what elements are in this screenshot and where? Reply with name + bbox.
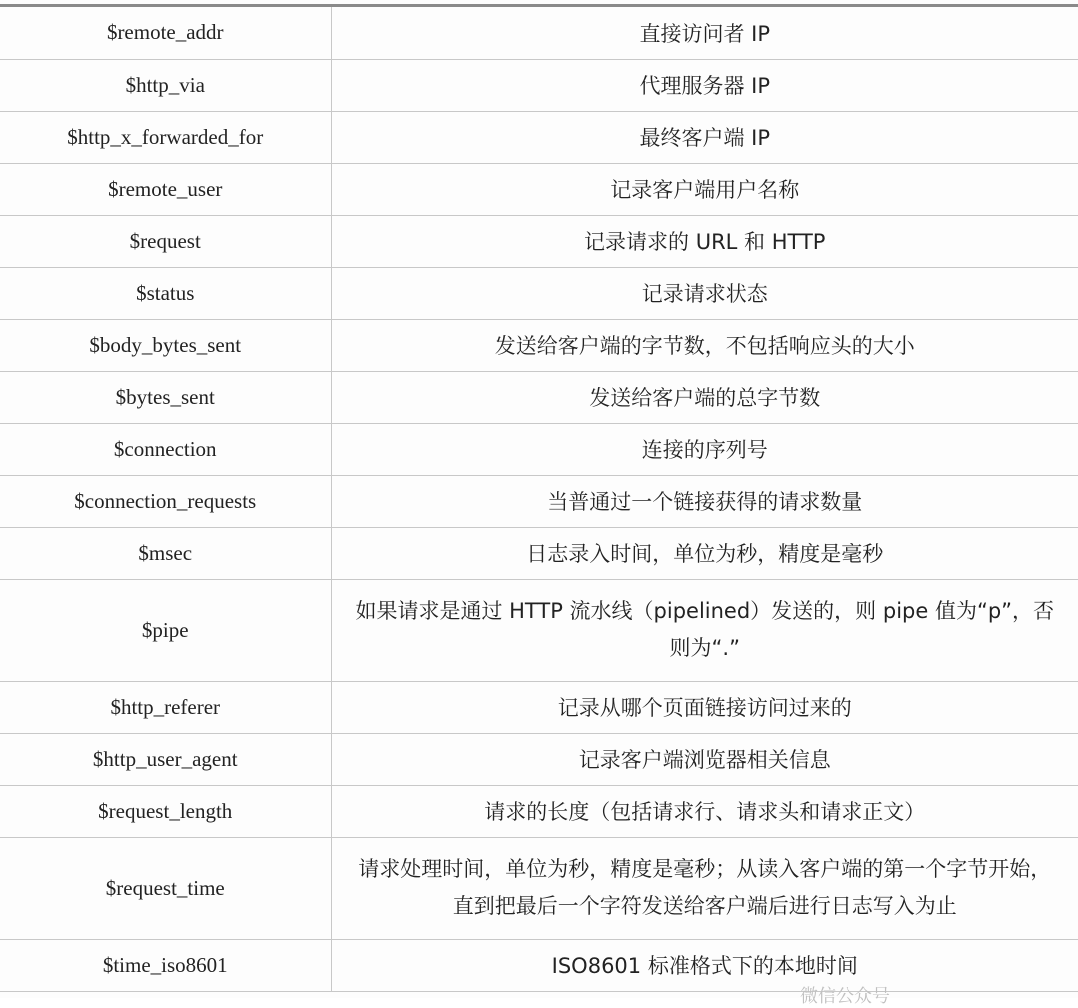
variable-cell: $remote_addr xyxy=(0,7,331,59)
description-cell: 发送给客户端的字节数，不包括响应头的大小 xyxy=(331,319,1078,371)
table-row xyxy=(0,579,1078,681)
table-row xyxy=(0,681,1078,733)
description-cell: 请求的长度（包括请求行、请求头和请求正文） xyxy=(331,785,1078,837)
watermark-text: 微信公众号 xyxy=(800,986,890,1007)
table-row xyxy=(0,475,1078,527)
variable-cell: $msec xyxy=(0,527,331,579)
variable-cell: $bytes_sent xyxy=(0,371,331,423)
variable-cell: $connection xyxy=(0,423,331,475)
description-cell: ISO8601 标准格式下的本地时间 xyxy=(331,939,1078,991)
table-row xyxy=(0,371,1078,423)
description-cell: 如果请求是通过 HTTP 流水线（pipelined）发送的，则 pipe 值为“p”，否则为“.” xyxy=(331,579,1078,681)
description-cell: 记录请求的 URL 和 HTTP xyxy=(331,215,1078,267)
table-row xyxy=(0,111,1078,163)
description-cell: 连接的序列号 xyxy=(331,423,1078,475)
variable-cell: $remote_user xyxy=(0,163,331,215)
variable-cell: $body_bytes_sent xyxy=(0,319,331,371)
description-cell: 最终客户端 IP xyxy=(331,111,1078,163)
variable-cell: $http_user_agent xyxy=(0,733,331,785)
table-row xyxy=(0,215,1078,267)
table-row xyxy=(0,319,1078,371)
table-row xyxy=(0,423,1078,475)
table-row xyxy=(0,939,1078,991)
table-row xyxy=(0,785,1078,837)
variable-cell: $http_x_forwarded_for xyxy=(0,111,331,163)
description-cell: 当普通过一个链接获得的请求数量 xyxy=(331,475,1078,527)
variable-cell: $request_time xyxy=(0,837,331,939)
variable-cell: $time_iso8601 xyxy=(0,939,331,991)
variable-cell: $http_referer xyxy=(0,681,331,733)
description-cell: 代理服务器 IP xyxy=(331,59,1078,111)
description-cell: 记录请求状态 xyxy=(331,267,1078,319)
description-cell: 请求处理时间，单位为秒，精度是毫秒；从读入客户端的第一个字节开始，直到把最后一个字符发送给客户端后进行日志写入为止 xyxy=(331,837,1078,939)
description-cell: 日志录入时间，单位为秒，精度是毫秒 xyxy=(331,527,1078,579)
table-row xyxy=(0,527,1078,579)
variable-cell: $connection_requests xyxy=(0,475,331,527)
table-row xyxy=(0,163,1078,215)
table-row xyxy=(0,59,1078,111)
table-row xyxy=(0,837,1078,939)
table-row xyxy=(0,733,1078,785)
description-cell: 记录客户端浏览器相关信息 xyxy=(331,733,1078,785)
description-cell: 记录从哪个页面链接访问过来的 xyxy=(331,681,1078,733)
table-row xyxy=(0,267,1078,319)
variable-cell: $status xyxy=(0,267,331,319)
description-cell: 记录客户端用户名称 xyxy=(331,163,1078,215)
variable-cell: $http_via xyxy=(0,59,331,111)
description-cell: 发送给客户端的总字节数 xyxy=(331,371,1078,423)
variable-cell: $request_length xyxy=(0,785,331,837)
variable-cell: $request xyxy=(0,215,331,267)
table-row xyxy=(0,7,1078,59)
nginx-log-variables-table xyxy=(0,7,1078,992)
description-cell: 直接访问者 IP xyxy=(331,7,1078,59)
variable-cell: $pipe xyxy=(0,579,331,681)
